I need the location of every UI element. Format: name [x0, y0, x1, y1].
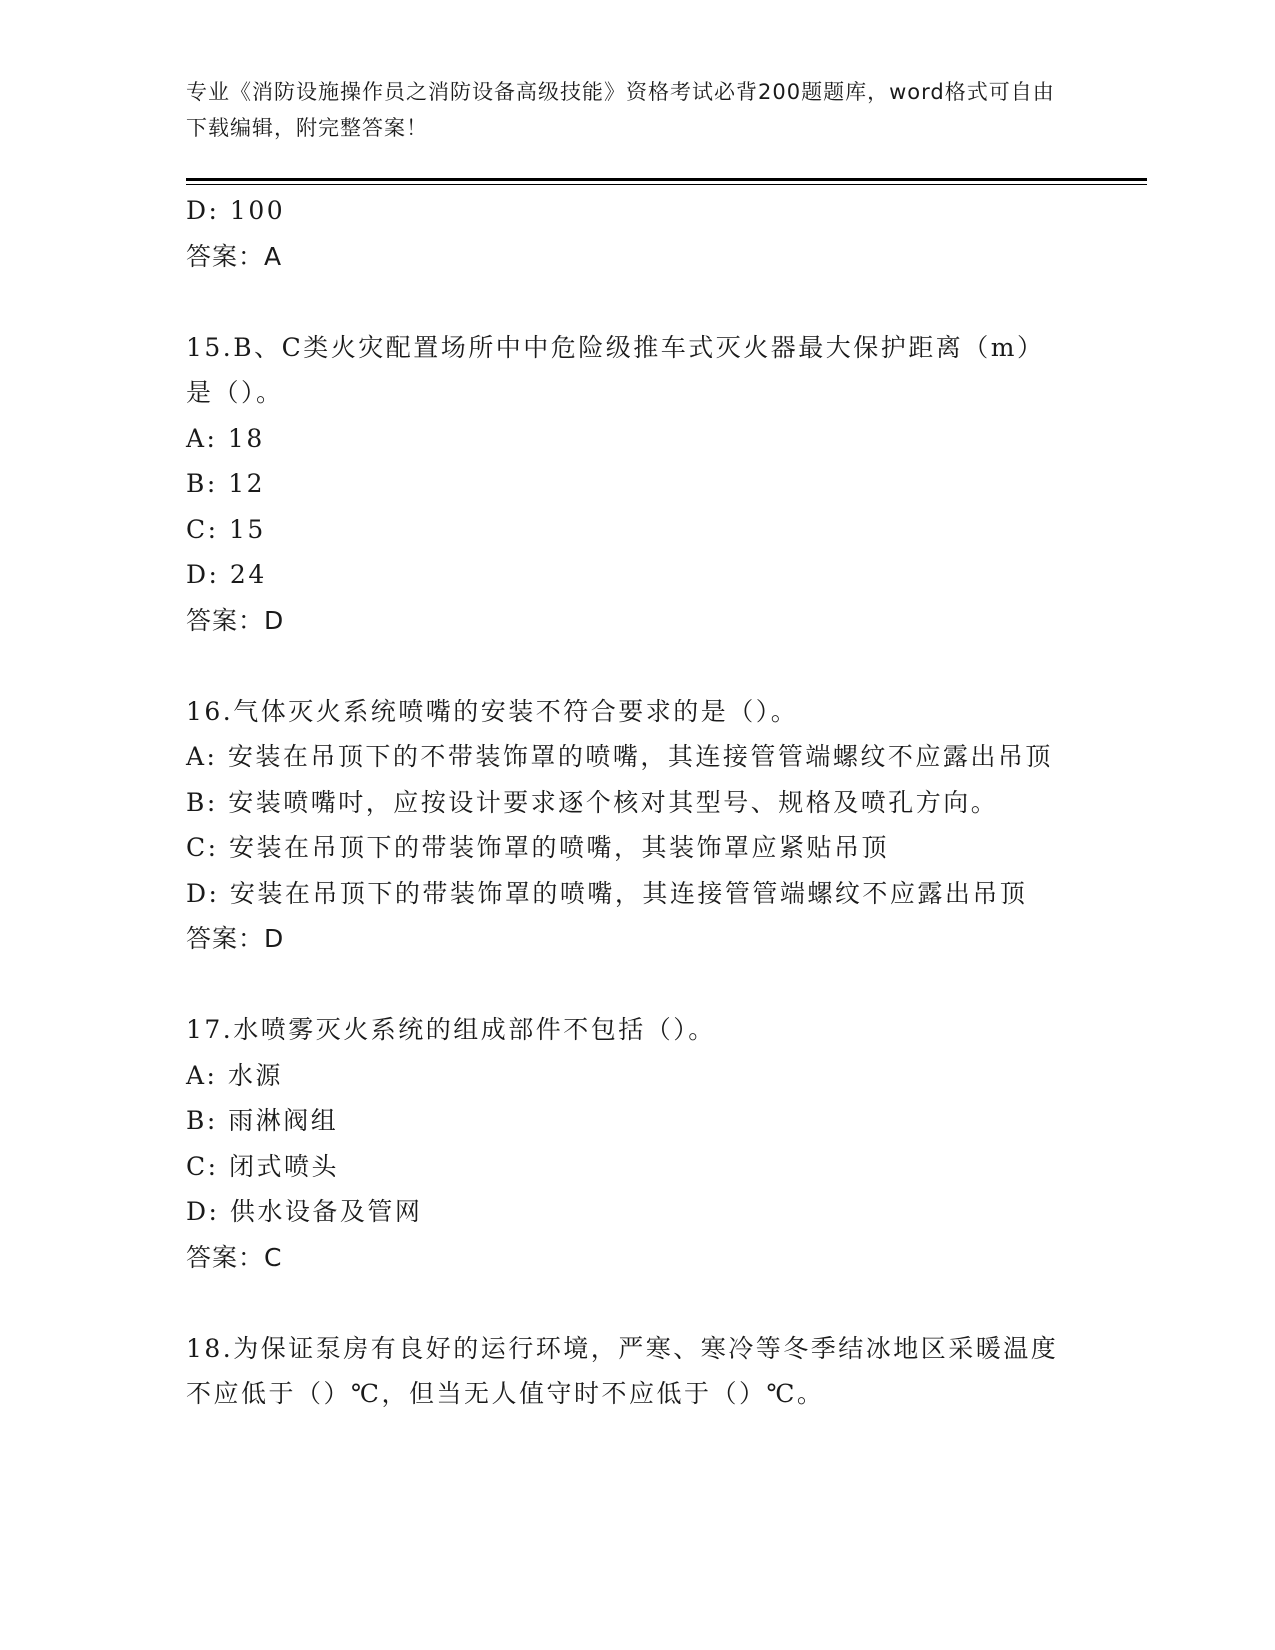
answer-line: 答案：A [186, 241, 283, 271]
carryover-block [186, 188, 1066, 279]
option-c: C: 闭式喷头 [186, 1151, 339, 1181]
option-b: B: 12 [186, 469, 266, 498]
option-c: C: 安装在吊顶下的带装饰罩的喷嘴，其装饰罩应紧贴吊顶 [186, 833, 890, 862]
header-rule-thin [186, 184, 1147, 185]
option-d: D: 供水设备及管网 [186, 1197, 423, 1226]
question-16 [186, 689, 1066, 962]
answer-line: 答案：D [186, 924, 285, 953]
option-a: A: 安装在吊顶下的不带装饰罩的喷嘴，其连接管管端螺纹不应露出吊顶 [186, 742, 1053, 771]
option-d: D: 100 [186, 196, 286, 225]
option-b: B: 雨淋阀组 [186, 1106, 339, 1135]
question-stem: 17.水喷雾灭火系统的组成部件不包括（）。 [186, 1015, 716, 1044]
question-stem: 16.气体灭火系统喷嘴的安装不符合要求的是（）。 [186, 696, 799, 726]
document-body [186, 188, 1066, 1417]
question-17 [186, 1007, 1066, 1280]
question-15 [186, 325, 1066, 644]
answer-line: 答案：D [186, 605, 285, 635]
question-stem: 18.为保证泵房有良好的运行环境，严寒、寒冷等冬季结冰地区采暖温度不应低于（）℃，但当无人值守时不应低于（）℃。 [186, 1333, 1059, 1408]
answer-line: 答案：C [186, 1242, 283, 1272]
option-c: C: 15 [186, 514, 266, 544]
option-d: D: 24 [186, 560, 267, 589]
question-stem: 15.B、C类火灾配置场所中中危险级推车式灭火器最大保护距离（m）是（）。 [186, 332, 1045, 407]
document-header: 专业《消防设施操作员之消防设备高级技能》资格考试必背200题题库，word格式可自由下载编辑，附完整答案！ [186, 80, 1055, 140]
header-rule-thick [186, 178, 1147, 181]
option-a: A: 18 [186, 423, 265, 453]
question-18 [186, 1326, 1066, 1417]
option-b: B: 安装喷嘴吋，应按设计要求逐个核对其型号、规格及喷孔方向。 [186, 787, 999, 817]
option-d: D: 安装在吊顶下的带装饰罩的喷嘴，其连接管管端螺纹不应露出吊顶 [186, 878, 1028, 908]
option-a: A: 水源 [186, 1060, 283, 1090]
